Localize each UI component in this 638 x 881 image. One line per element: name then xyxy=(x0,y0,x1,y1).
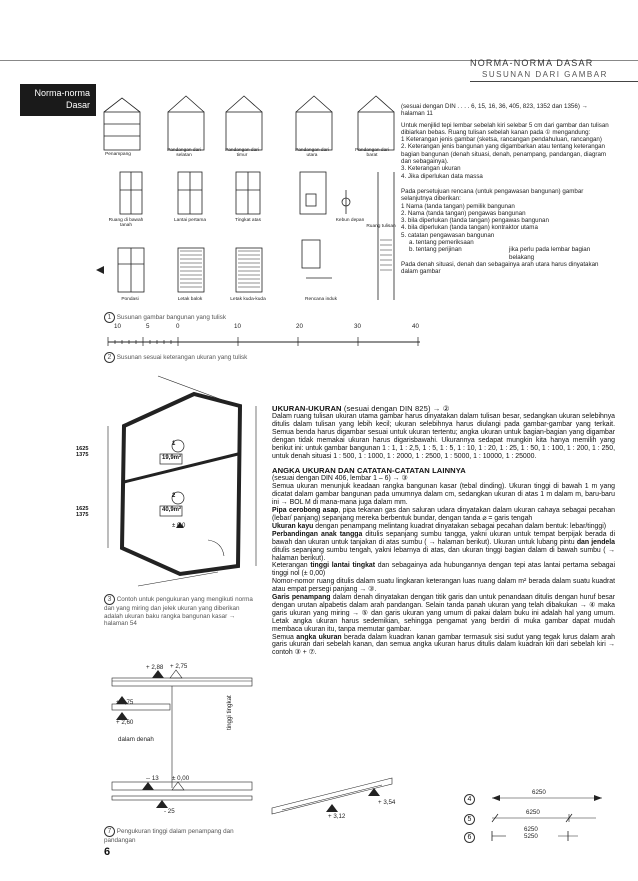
fig1-label-selatan: Pandangan dari selatan xyxy=(167,148,201,159)
angka-p8: Garis penampang dalam denah dinyatakan dengan titik garis dan untuk penandaan ditulis dengan huruf besar dengan urutan alpabetis dalam arah pandangan. Selain tanda panah ukuran yang telah dibakukan → ④ maka garis ukuran yang miring → ⑤ dan garis ukuran yang umum di pakai dalam buku ini adalah hal yang umum. Letak angka ukuran harus sedemikian, sehingga pengamat yang berdiri di muka gambar dapat mudah membaca ukuran itu, tanpa memutar gambar. xyxy=(272,594,615,633)
level-2-75: + 2,75 xyxy=(116,699,134,706)
fig1-caption-number: 1 xyxy=(104,312,115,323)
zero-level-label: ± 0,0 xyxy=(172,523,186,529)
fig1-drawing-sheet xyxy=(96,90,396,312)
list-item: 1 Nama (tanda tangan) pemilik bangunan xyxy=(401,202,515,210)
fig1-label-kebun-depan: Kebun depan xyxy=(335,218,365,223)
sub-item-a: a. tentang pemeriksaan xyxy=(409,239,474,247)
sub-item-b-row xyxy=(401,246,613,261)
fig1-label-ruang-tulisan: Ruang tulisan xyxy=(366,224,396,229)
ukuran-body: Dalam ruang tulisan ukuran utama gambar harus dinyatakan dalam tulisan besar, sedangkan ukuran selebihnya ditulis dalam tulisan yang lebih kecil; ukuran selebihnya harus diulangi pada gambar-gambar yang terkait. Semua benda harus digambar sesuai untuk ukuran tertentu; angka ukuran untuk bagian-bagian yang digambar dengan tidak memakai ukuran harus digarisbawahi. Ukurannya sedapat mungkin kita hanya memilih yang berikut ini: untuk gambar bangunan 1 : 1, 1 : 2,5, 1 : 5, 1 : 5, 1 : 10, 1 : 20, 1 : 25, 1 : 50, 1 : 100, 1 : 200, 1 : 250, untuk denah situasi 1 : 500, 1 : 1000, 1 : 2000, 1 : 2500, 1 : 5000, 1 : 10000, 1 : 25000. xyxy=(272,413,615,460)
fig1-label-lantai-pertama: Lantai pertama xyxy=(174,218,206,223)
fig4-value: 6250 xyxy=(532,789,546,796)
room-number-1: 1 xyxy=(172,441,176,447)
dim-1625-a: 1625 1375 xyxy=(76,446,89,458)
sub-item-b-note: jika perlu pada lembar bagian belakang xyxy=(509,246,591,261)
side-tab-line2: Dasar xyxy=(65,100,90,110)
scale-tick-20: 20 xyxy=(296,323,303,330)
fig1-label-letak-balok: Letak balok xyxy=(177,297,203,302)
angka-p1: (sesuai dengan DIN 406, lembar 1 – 6) → ③ xyxy=(272,475,408,483)
fig6-dim-line xyxy=(492,831,602,841)
room-area-2: 40,9m² xyxy=(162,507,182,513)
fig1-caption-text: Susunan gambar bangunan yang tulisk xyxy=(116,314,226,321)
level-top-1: + 2,88 xyxy=(146,664,164,671)
right-top-p1: (sesuai dengan DIN . . . . 6, 15, 16, 36, 405, 823, 1352 dan 1356) → halaman 11 xyxy=(401,103,588,118)
list-item: 1 Keterangan jenis gambar (sketsa, rancangan pendahuluan, rancangan) xyxy=(401,136,602,144)
fig1-label-penampang: Penampang xyxy=(105,152,131,157)
list-item: 3. bila diperlukan (tanda tangan) pengawas bangunan xyxy=(401,217,549,225)
fig1-label-tingkat-atas: Tingkat atas xyxy=(235,218,261,223)
scale-tick-10b: 10 xyxy=(234,323,241,330)
label-tinggi-tingkat: tinggi tingkat xyxy=(226,695,233,730)
right-top-p3: Pada persetujuan rencana (untuk pengawasan bangunan) gambar selanjutnya diberikan: xyxy=(401,187,584,203)
room-number-2: 2 xyxy=(172,493,176,499)
list-item: 5. catatan pengawasan bangunan xyxy=(401,231,495,239)
main-text-column xyxy=(272,404,615,657)
level-top-2: + 2,75 xyxy=(170,663,188,670)
list-item: 4. Jika diperlukan data massa xyxy=(401,172,483,180)
right-top-p4: Pada denah situasi, denah dan sebagainya arah utara harus dinyatakan dalam gambar xyxy=(401,260,599,276)
angka-p9: Semua angka ukuran berada dalam kuadran kanan gambar termasuk sisi sudut yang tegak lurus dalam arah garis ukuran dari sebelah kanan, dan semua angka ukuran harus ditulis dalam kuadran kiri dari sebelah kiri → contoh ③ + ⑦. xyxy=(272,633,615,657)
header-underline xyxy=(470,81,638,82)
slope-value-upper: + 3,54 xyxy=(378,799,396,806)
fig1-label-barat: Pandangan dari barat xyxy=(355,148,389,159)
fig3-caption-number: 3 xyxy=(104,594,115,605)
list-item: 2. Nama (tanda tangan) pengawas bangunan xyxy=(401,209,526,217)
fig5-dim-line xyxy=(492,814,602,822)
right-top-list2 xyxy=(401,203,613,239)
fig6-value-b: 5250 xyxy=(524,833,538,840)
right-top-list1 xyxy=(401,136,613,180)
fig7-caption xyxy=(104,826,244,845)
level-zero: ± 0,00 xyxy=(172,775,190,782)
fig3-caption-text: Contoh untuk pengukuran yang mengikuti norma dan yang miring dan jelek ukuran yang diberikan adalah ukuran baku rangka bangunan kasar → halaman 54 xyxy=(104,596,253,628)
fig2-caption-text: Susunan sesuai keterangan ukuran yang tulisk xyxy=(116,354,248,361)
fig1-label-rencana-induk: Rencana induk xyxy=(304,297,337,302)
room-area-1: 19,9m² xyxy=(162,455,182,461)
angka-p4: Ukuran kayu dengan penampang melintang kuadrat dinyatakan sebagai pecahan dalam bentuk: lebar/tinggi) xyxy=(272,522,607,530)
slope-value-lower: + 3,12 xyxy=(328,813,346,820)
fig7-caption-text: Pengukuran tinggi dalam penampang dan pandangan xyxy=(104,828,234,844)
fig3-plan-drawing xyxy=(98,372,268,592)
sub-item-b: b. tentang perijinan xyxy=(409,246,462,254)
scale-tick-5: 5 xyxy=(146,323,150,330)
right-top-p2: Untuk menjilid tepi lembar sebelah kiri selebar 5 cm dari gambar dan tulisan dibiarkan bebas. Ruang tulisan sebelah kanan pada ① mengandung: xyxy=(401,121,609,136)
angka-p3: Pipa cerobong asap, pipa tekanan gas dan saluran udara dinyatakan dalam ukuran cahaya sebagai pecahan (lebar/ panjang) sepanjang mereka berbentuk bundar, dengan tanda ⌀ = garis tengah xyxy=(272,507,616,522)
fig1-label-kuda-kuda: Letak kuda-kuda xyxy=(230,297,266,302)
fig6-number: 6 xyxy=(464,826,475,844)
fig7-level-drawing xyxy=(112,664,252,824)
fig1-label-timur: Pandangan dari timur xyxy=(225,148,259,159)
fig5-number: 5 xyxy=(464,808,475,826)
fig1-label-bawah-tanah: Ruang di bawah tanah xyxy=(108,218,144,229)
fig7-caption-number: 7 xyxy=(104,826,115,837)
fig6-values xyxy=(524,826,538,840)
page-number: 6 xyxy=(104,846,111,858)
label-dalam-denah: dalam denah xyxy=(118,736,154,743)
section-side-tab xyxy=(20,84,96,116)
angka-p6: Keterangan tinggi lantai tingkat dan sebagainya ada hubungannya dengan tepi atas lantai pertama sebagai tinggi nol (± 0,00) xyxy=(272,562,615,578)
angka-p2: Semua ukuran menunjuk keadaan rangka bangunan kasar (tebal dinding). Ukuran tinggi di bawah 1 m yang dicatat dalam gambar bangunan pada umumnya dalam cm, sedangkan ukuran di atas 1 m dalam m, baru-baru ini → BOL M di mana-mana juga dalam mm. xyxy=(272,483,615,507)
heading-ukuran: UKURAN-UKURAN (sesuai dengan DIN 825) → ② xyxy=(272,404,450,413)
fig1-label-utara: Pandangan dari utara xyxy=(295,148,329,159)
fig5-value: 6250 xyxy=(526,809,540,816)
level-minus-25: - 25 xyxy=(164,808,175,815)
dim-1625-b: 1625 1375 xyxy=(76,506,89,518)
scale-tick-10a: 10 xyxy=(114,323,121,330)
page-header-title: NORMA-NORMA DASAR xyxy=(470,58,594,68)
list-item: 2. Keterangan jenis bangunan yang digambarkan atau tentang keterangan bagian bangunan (denah situasi, denah, penampang, pandangan, diagram dan sebagainya). xyxy=(401,143,607,166)
level-2-60: + 2,60 xyxy=(116,719,134,726)
fig2-caption xyxy=(104,352,364,363)
fig6-value-a: 6250 xyxy=(524,826,538,833)
fig4-number: 4 xyxy=(464,788,475,806)
fig1-label-pondasi: Pondasi xyxy=(121,297,139,302)
right-top-text xyxy=(401,103,613,276)
page-header-subtitle: SUSUNAN DARI GAMBAR xyxy=(482,70,608,79)
list-item: 3. Keterangan ukuran xyxy=(401,165,461,173)
fig2-caption-number: 2 xyxy=(104,352,115,363)
angka-p7: Nomor-nomor ruang ditulis dalam suatu lingkaran keterangan luas ruang dalam m² berada dalam suatu kuadrat atau empat persegi panjang → ③. xyxy=(272,578,615,594)
fig1-caption xyxy=(104,312,364,323)
level-minus-13: -- 13 xyxy=(146,775,159,782)
scale-bar xyxy=(108,332,420,346)
angka-p5: Perbandingan anak tangga ditulis sepanjang sumbu tangga, yakni ukuran untuk tempat berpijak berada di bawah dan ukuran untuk tanjakan di atas sumbu ( → halaman berikut). Ukuran untuk lubang pintu dan jendela ditulis sepanjang sumbu tengah, yakni lebarnya di atas, dan ukuran tinggi bagian dalam di bawah sumbu ( → halaman berikut). xyxy=(272,530,615,562)
list-item: 4. bila diperlukan (tanda tangan) kontraktor utama xyxy=(401,224,538,232)
scale-tick-40: 40 xyxy=(412,323,419,330)
heading-angka-ukuran: ANGKA UKURAN DAN CATATAN-CATATAN LAINNYA xyxy=(272,466,466,476)
fig3-caption xyxy=(104,594,260,628)
side-tab-line1: Norma-norma xyxy=(34,88,90,98)
scale-tick-30: 30 xyxy=(354,323,361,330)
scale-tick-0: 0 xyxy=(176,323,180,330)
